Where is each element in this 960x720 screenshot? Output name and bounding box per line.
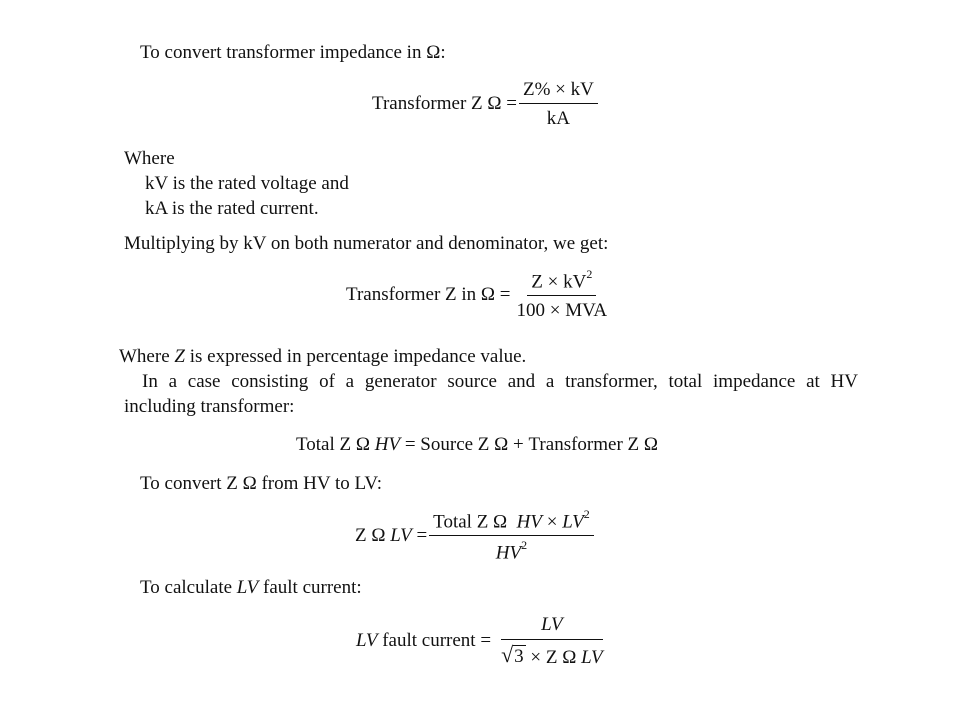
- where-z-line: Where Z is expressed in percentage impedance value.: [119, 346, 527, 367]
- eq4-den-exponent: 2: [521, 538, 528, 553]
- where-z-symbol: Z: [174, 346, 185, 367]
- multiplying-text: Multiplying by kV on both numerator and denominator, we get:: [124, 233, 609, 254]
- eq1-numerator: Z% × kV: [519, 80, 598, 104]
- radical-sign-icon: √: [501, 642, 514, 667]
- eq4-num-exponent: 2: [583, 507, 590, 521]
- eq3-total: Total Z Ω: [296, 434, 370, 455]
- eq4-num-hv: HV: [516, 511, 542, 533]
- eq4-numerator: [429, 507, 594, 536]
- eq2-fraction: [513, 267, 612, 322]
- equation-transformer-z-ohm: [372, 80, 600, 128]
- eq2-denominator: 100 × MVA: [516, 300, 608, 322]
- eq1-fraction: [519, 80, 598, 128]
- eq5-den-rest: × Z Ω: [530, 647, 577, 668]
- eq2-numerator-exponent: 2: [586, 267, 593, 281]
- eq4-num-times: ×: [546, 511, 558, 533]
- eq5-lhs-lv: LV: [356, 630, 378, 651]
- eq4-denominator: [492, 536, 531, 562]
- eq5-num-lv: LV: [541, 614, 563, 635]
- where-kv-line: kV is the rated voltage and: [145, 173, 349, 194]
- equation-lv-fault-current: [356, 615, 609, 667]
- eq2-lhs: Transformer Z in Ω =: [346, 284, 511, 306]
- equation-transformer-z-in-ohm: [346, 267, 613, 322]
- heading3-pre: To calculate: [140, 577, 233, 598]
- heading3-lv: LV: [236, 577, 259, 598]
- eq4-lhs-lv: LV: [390, 525, 412, 547]
- eq1-denominator: kA: [546, 108, 571, 129]
- equation-total-z-hv: [296, 434, 658, 456]
- eq5-sqrt-arg: 3: [514, 646, 524, 667]
- eq5-fraction: [497, 615, 607, 667]
- eq2-numerator: [527, 267, 596, 296]
- eq3-hv: HV: [374, 434, 401, 455]
- paragraph-line-2: including transformer:: [124, 396, 295, 417]
- heading-calculate-lv-fault: [140, 578, 362, 597]
- heading3-post: fault current:: [263, 577, 362, 598]
- eq4-lhs: Z Ω: [355, 525, 386, 547]
- heading-convert-hv-to-lv: To convert Z Ω from HV to LV:: [140, 473, 382, 494]
- eq4-den-hv: HV: [495, 542, 522, 564]
- equation-z-ohm-lv: [355, 507, 596, 564]
- eq4-fraction: [429, 507, 594, 564]
- eq4-num-total: Total Z Ω: [433, 511, 508, 533]
- paragraph-line-1: In a case consisting of a generator source and a transformer, total impedance at HV: [142, 371, 858, 392]
- eq3-rest: = Source Z Ω + Transformer Z Ω: [404, 434, 659, 455]
- eq5-numerator: [501, 615, 602, 640]
- eq4-equals: =: [416, 525, 428, 547]
- eq1-lhs: Transformer Z Ω =: [372, 93, 517, 114]
- eq5-denominator: [497, 640, 607, 667]
- eq5-lhs-rest: fault current =: [382, 630, 492, 651]
- heading-convert-impedance: To convert transformer impedance in Ω:: [140, 42, 446, 63]
- sqrt-symbol: [501, 642, 526, 667]
- eq5-den-lv: LV: [581, 647, 603, 668]
- where-ka-line: kA is the rated current.: [145, 198, 319, 219]
- eq2-numerator-text: Z × kV: [531, 271, 587, 293]
- eq4-num-lv: LV: [562, 511, 584, 533]
- where-label: Where: [124, 148, 175, 169]
- where-z-text: is expressed in percentage impedance value.: [189, 346, 527, 367]
